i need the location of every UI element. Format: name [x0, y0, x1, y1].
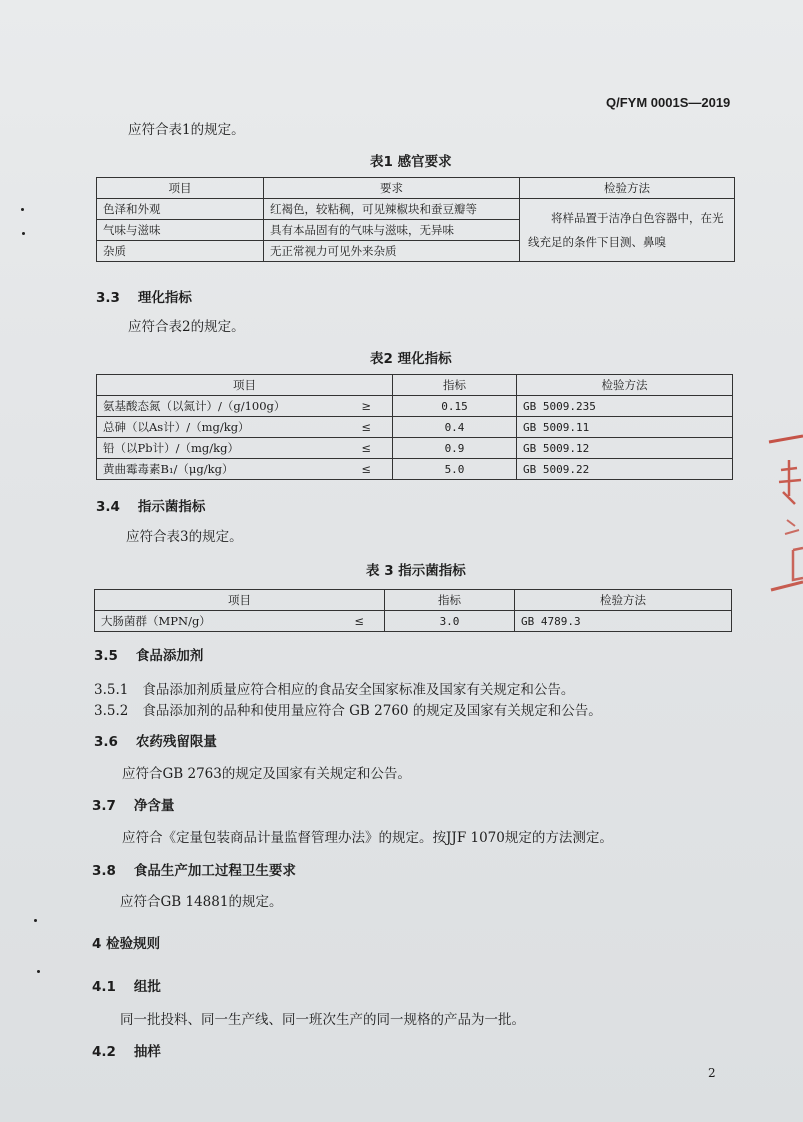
requirement-cell: 无正常视力可见外来杂质 [264, 241, 520, 262]
section-3-7-heading [92, 794, 174, 814]
table-header-row [95, 590, 732, 611]
value-cell: 0.4 [393, 417, 517, 438]
section-number: 3.8 [92, 863, 116, 879]
item-cell: 色泽和外观 [97, 199, 264, 220]
section-3-7-text: 应符合《定量包装商品计量监督管理办法》的规定。按JJF 1070规定的方法测定。 [122, 830, 613, 846]
comparator-cell: ≤ [341, 459, 393, 480]
method-cell: GB 5009.11 [517, 417, 733, 438]
section-number: 3.7 [92, 798, 116, 814]
method-cell: GB 4789.3 [515, 611, 732, 632]
item-cell: 杂质 [97, 241, 264, 262]
scan-speck [21, 208, 24, 211]
table-row [97, 199, 735, 220]
table-row [97, 396, 733, 417]
section-title: 组批 [133, 979, 161, 995]
intro-text: 应符合表1的规定。 [128, 122, 245, 138]
comparator-cell: ≥ [341, 396, 393, 417]
table-row [97, 417, 733, 438]
value-cell: 0.9 [393, 438, 517, 459]
item-cell: 氨基酸态氮（以氮计）/（g/100g） [97, 396, 341, 417]
header-cell: 要求 [264, 178, 520, 199]
section-number: 4.2 [92, 1044, 116, 1060]
method-cell: 将样品置于洁净白色容器中，在光线充足的条件下目测、鼻嗅 [520, 199, 735, 262]
section-number: 3.3 [96, 290, 120, 306]
table-header-row [97, 375, 733, 396]
item-cell: 铅（以Pb计）/（mg/kg） [97, 438, 341, 459]
header-cell: 指标 [393, 375, 517, 396]
section-title: 食品生产加工过程卫生要求 [133, 863, 296, 879]
scan-speck [37, 970, 40, 973]
header-cell: 指标 [385, 590, 515, 611]
table-row [97, 459, 733, 480]
section-title: 食品添加剂 [135, 648, 204, 664]
method-cell: GB 5009.22 [517, 459, 733, 480]
header-cell: 检验方法 [520, 178, 735, 199]
table2-physicochemical [96, 374, 733, 480]
scan-speck [22, 232, 25, 235]
header-cell: 检验方法 [515, 590, 732, 611]
table1-sensory [96, 177, 735, 262]
section-number: 3.6 [94, 734, 118, 750]
header-cell: 检验方法 [517, 375, 733, 396]
value-cell: 5.0 [393, 459, 517, 480]
table1-caption: 表1 感官要求 [370, 154, 452, 170]
section-number: 3.4 [96, 499, 120, 515]
section-3-3-text: 应符合表2的规定。 [128, 319, 245, 335]
section-3-8-text: 应符合GB 14881的规定。 [120, 894, 283, 910]
table-row [95, 611, 732, 632]
header-cell: 项目 [97, 178, 264, 199]
section-3-5-2 [94, 699, 602, 719]
document-code: Q/FYM 0001S—2019 [606, 95, 731, 110]
section-3-6-text: 应符合GB 2763的规定及国家有关规定和公告。 [122, 766, 411, 782]
requirement-cell: 具有本品固有的气味与滋味，无异味 [264, 220, 520, 241]
section-4-2-heading [92, 1040, 161, 1060]
section-text: 食品添加剂的品种和使用量应符合 GB 2760 的规定及国家有关规定和公告。 [142, 703, 602, 719]
table2-caption: 表2 理化指标 [370, 351, 452, 367]
section-title: 净含量 [133, 798, 175, 814]
header-cell: 项目 [95, 590, 385, 611]
section-3-4-heading [96, 495, 205, 515]
table3-caption: 表 3 指示菌指标 [366, 563, 466, 579]
section-title: 抽样 [133, 1044, 161, 1060]
table-header-row [97, 178, 735, 199]
section-3-8-heading [92, 859, 296, 879]
requirement-cell: 红褐色，较粘稠，可见辣椒块和蚕豆瓣等 [264, 199, 520, 220]
header-cell: 项目 [97, 375, 393, 396]
section-title: 理化指标 [137, 290, 192, 306]
section-title: 指示菌指标 [137, 499, 206, 515]
section-title: 农药残留限量 [135, 734, 217, 750]
section-number: 3.5.2 [94, 703, 129, 719]
section-3-5-heading [94, 644, 203, 664]
section-4-1-text: 同一批投料、同一生产线、同一班次生产的同一规格的产品为一批。 [120, 1012, 525, 1028]
item-cell: 气味与滋味 [97, 220, 264, 241]
section-text: 食品添加剂质量应符合相应的食品安全国家标准及国家有关规定和公告。 [142, 682, 575, 698]
value-cell: 3.0 [385, 611, 515, 632]
table-row [97, 438, 733, 459]
section-3-6-heading [94, 730, 217, 750]
item-cell: 大肠菌群（MPN/g） [95, 611, 335, 632]
method-cell: GB 5009.12 [517, 438, 733, 459]
table3-indicator-bacteria [94, 589, 732, 632]
section-number: 3.5.1 [94, 682, 129, 698]
scan-speck [34, 919, 37, 922]
red-stamp-edge [763, 430, 803, 600]
item-cell: 黄曲霉毒素B₁/（μg/kg） [97, 459, 341, 480]
comparator-cell: ≤ [341, 438, 393, 459]
method-cell: GB 5009.235 [517, 396, 733, 417]
comparator-cell: ≤ [341, 417, 393, 438]
item-cell: 总砷（以As计）/（mg/kg） [97, 417, 341, 438]
section-3-5-1 [94, 678, 574, 698]
section-3-3-heading [96, 286, 192, 306]
section-4-1-heading [92, 975, 161, 995]
comparator-cell: ≤ [335, 611, 385, 632]
section-3-4-text: 应符合表3的规定。 [126, 529, 243, 545]
section-4-heading: 4 检验规则 [92, 936, 161, 952]
section-number: 4.1 [92, 979, 116, 995]
section-number: 3.5 [94, 648, 118, 664]
value-cell: 0.15 [393, 396, 517, 417]
page-number: 2 [708, 1066, 716, 1080]
